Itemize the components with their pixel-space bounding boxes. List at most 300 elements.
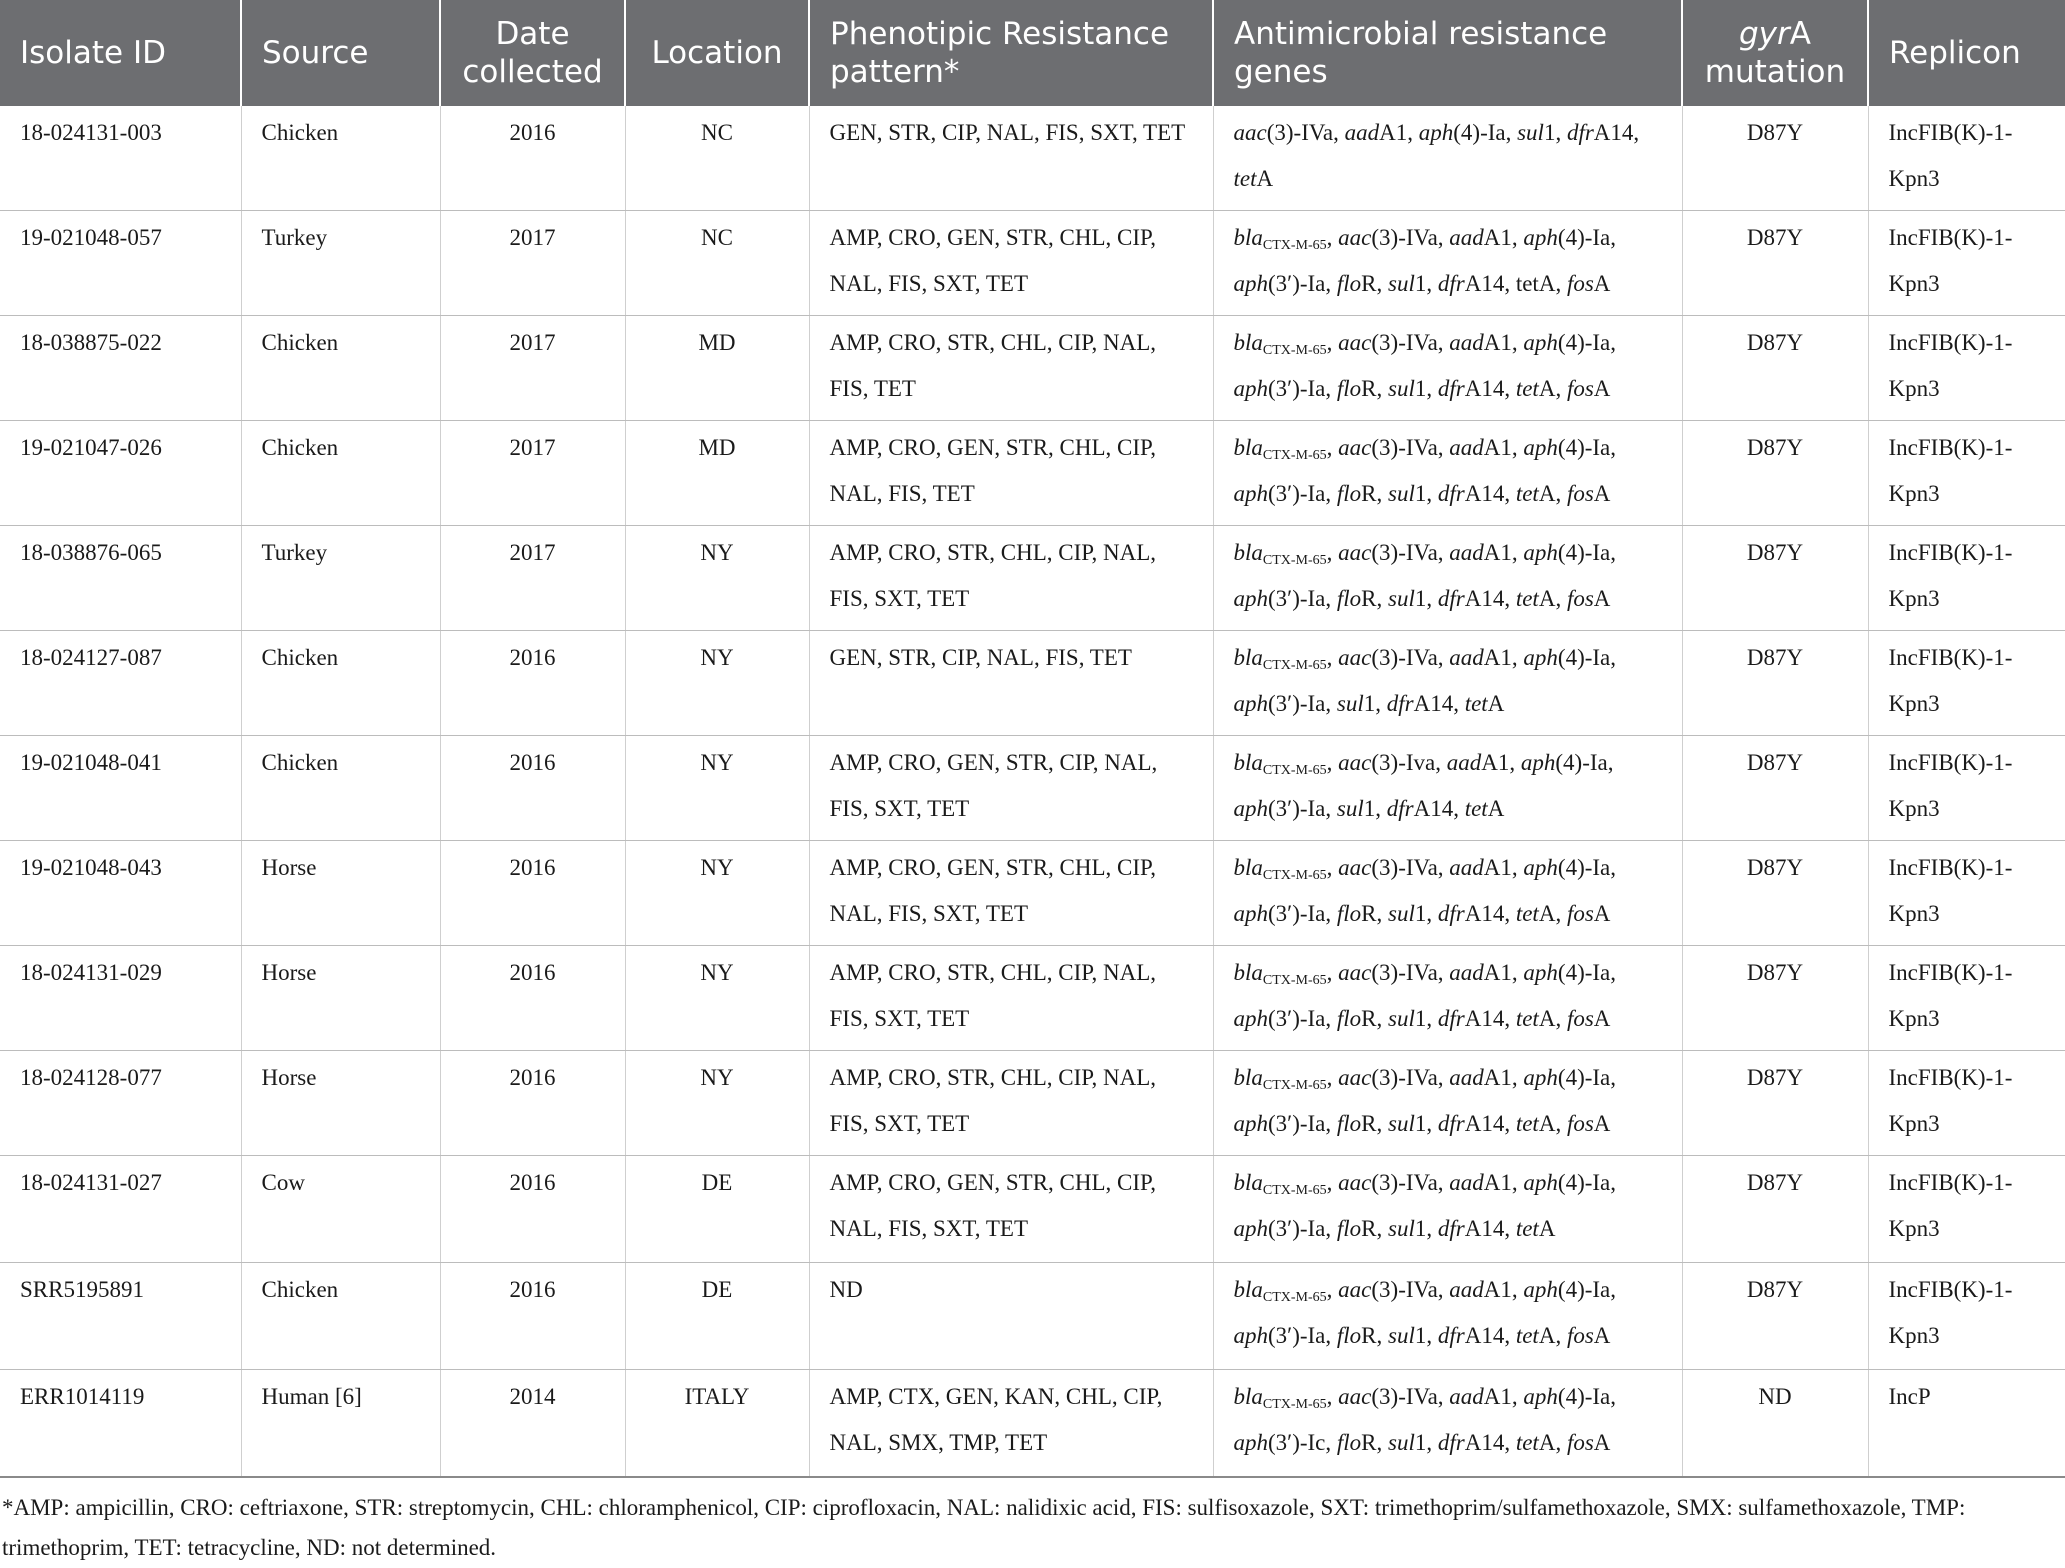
gene-bla-prefix: bla [1233, 1065, 1263, 1090]
cell-location: NY [625, 946, 809, 1051]
gene-italic: fos [1566, 901, 1594, 926]
gene-entry [1523, 540, 1610, 565]
gene-entry [1337, 901, 1377, 926]
gene-italic: sul [1517, 120, 1544, 145]
gene-italic: aad [1449, 1065, 1484, 1090]
gene-entry [1438, 1216, 1504, 1241]
gene-entry [1438, 1006, 1504, 1031]
gene-entry [1523, 855, 1610, 880]
gene-entry [1388, 376, 1426, 401]
gene-italic: flo [1336, 271, 1362, 296]
gene-suffix: A [1487, 796, 1505, 821]
gene-suffix: (3′)-Ic [1268, 1430, 1326, 1455]
cell-gyra-mutation: D87Y [1682, 1156, 1868, 1263]
gene-suffix: A [1593, 1430, 1611, 1455]
gene-suffix: A1 [1483, 1065, 1512, 1090]
gene-suffix: 1 [1363, 796, 1376, 821]
gene-italic: aac [1338, 1170, 1372, 1195]
gene-suffix: (3′)-Ia [1268, 901, 1326, 926]
gene-suffix: 1 [1414, 1430, 1427, 1455]
gene-suffix: R [1361, 1111, 1377, 1136]
gene-suffix: (4)-Ia [1557, 1170, 1611, 1195]
gene-subscript: CTX-M-65 [1262, 1290, 1327, 1305]
table-row [0, 1156, 2065, 1263]
gene-suffix: R [1361, 1006, 1377, 1031]
gene-entry [1338, 1277, 1438, 1302]
gene-bla-prefix: bla [1233, 540, 1263, 565]
gene-entry [1234, 166, 1274, 191]
gene-suffix: (4)-Ia [1453, 120, 1506, 145]
cell-phenotypic-pattern: GEN, STR, CIP, NAL, FIS, SXT, TET [809, 106, 1213, 211]
gene-subscript: CTX-M-65 [1262, 973, 1327, 988]
gene-entry [1523, 330, 1610, 355]
gene-italic: aad [1449, 435, 1484, 460]
gene-suffix: (3′)-Ia [1268, 1216, 1326, 1241]
cell-replicon: IncFIB(K)-1-Kpn3 [1868, 106, 2065, 211]
gene-suffix: 1 [1414, 586, 1427, 611]
gene-suffix: 1 [1414, 1111, 1427, 1136]
gene-suffix: A [1538, 376, 1556, 401]
gene-entry [1338, 1065, 1438, 1090]
gene-suffix: A [1487, 691, 1505, 716]
gene-italic: sul [1388, 1430, 1415, 1455]
gene-italic: aac [1338, 1277, 1372, 1302]
gene-suffix: R [1361, 586, 1377, 611]
gene-entry [1234, 1111, 1326, 1136]
gene-italic: sul [1388, 481, 1415, 506]
gene-suffix: 1 [1414, 376, 1427, 401]
gene-suffix: A14 [1413, 691, 1454, 716]
gene-entry [1337, 796, 1375, 821]
gene-suffix: A1 [1483, 225, 1512, 250]
cell-replicon: IncFIB(K)-1-Kpn3 [1868, 736, 2065, 841]
gene-entry [1337, 271, 1377, 296]
gene-italic: aph [1233, 1216, 1268, 1241]
gene-italic: sul [1388, 1006, 1415, 1031]
gene-entry [1438, 1430, 1504, 1455]
gene-suffix: A14 [1413, 796, 1454, 821]
table-row [0, 946, 2065, 1051]
gene-italic: aph [1523, 960, 1558, 985]
cell-source: Turkey [241, 211, 440, 316]
gene-entry [1449, 330, 1512, 355]
gene-italic: sul [1388, 271, 1415, 296]
gene-suffix: (4)-Ia [1557, 435, 1611, 460]
cell-source: Horse [241, 946, 440, 1051]
gene-entry [1516, 1111, 1556, 1136]
cell-amr-genes: bla$_{CTX-M-65}$, aac(3)-Iva, aadA1, aph(4)-Ia, aph(3′)-Ia, sul1, dfrA14, tetA [1213, 736, 1682, 841]
gene-italic: flo [1336, 1111, 1362, 1136]
gene-italic: dfr [1437, 271, 1465, 296]
cell-phenotypic-pattern: GEN, STR, CIP, NAL, FIS, TET [809, 631, 1213, 736]
gene-entry [1567, 1006, 1610, 1031]
gene-entry [1516, 1216, 1556, 1241]
gene-entry [1517, 120, 1555, 145]
gene-suffix: 1 [1414, 1216, 1427, 1241]
cell-replicon: IncFIB(K)-1-Kpn3 [1868, 316, 2065, 421]
gene-suffix: A [1593, 901, 1611, 926]
gene-bla-prefix: bla [1233, 960, 1263, 985]
cell-isolate-id: 18-024131-027 [0, 1156, 241, 1263]
gene-entry [1516, 1430, 1556, 1455]
cell-location: NY [625, 736, 809, 841]
cell-date-collected: 2016 [440, 1263, 625, 1370]
gene-entry [1449, 645, 1512, 670]
cell-location: NC [625, 211, 809, 316]
gene-suffix: (3)-IVa [1371, 435, 1438, 460]
gene-entry [1388, 1111, 1426, 1136]
cell-phenotypic-pattern: AMP, CRO, GEN, STR, CHL, CIP, NAL, FIS, SXT, TET [809, 841, 1213, 946]
gene-suffix: 1 [1543, 120, 1556, 145]
gene-italic: aph [1233, 1323, 1268, 1348]
cell-gyra-mutation: D87Y [1682, 1263, 1868, 1370]
gene-italic: aad [1449, 1384, 1484, 1409]
gene-italic: dfr [1437, 1430, 1465, 1455]
gene-suffix: (3)-IVa [1371, 540, 1438, 565]
gene-suffix: (3)-IVa [1371, 1065, 1438, 1090]
gene-italic: flo [1336, 1430, 1362, 1455]
gene-suffix: (3)-IVa [1266, 120, 1334, 145]
cell-isolate-id: 18-024131-029 [0, 946, 241, 1051]
cell-amr-genes: bla$_{CTX-M-65}$, aac(3)-IVa, aadA1, aph(4)-Ia, aph(3′)-Ia, floR, sul1, dfrA14, tetA, fosA [1213, 211, 1682, 316]
gene-italic: flo [1336, 481, 1362, 506]
gene-entry [1388, 901, 1426, 926]
gene-italic: aac [1338, 1384, 1372, 1409]
gene-suffix: (3)-IVa [1371, 1277, 1438, 1302]
table-footnote: *AMP: ampicillin, CRO: ceftriaxone, STR: streptomycin, CHL: chloramphenicol, CIP: ciprofloxacin, NAL: nalidixic acid, FIS: sulfisoxazole, SXT: trimethoprim/sulfamethoxazole, SMX: sulfamethoxazole, TMP: trimethoprim, TET: tetracycline, ND: not determined. [2, 1494, 1966, 1560]
gene-italic: dfr [1437, 481, 1465, 506]
gene-suffix: (3′)-Ia [1268, 1006, 1326, 1031]
gene-entry [1338, 750, 1435, 775]
gene-entry [1388, 586, 1426, 611]
cell-date-collected: 2014 [440, 1370, 625, 1477]
gene-bla-prefix: bla [1233, 1170, 1263, 1195]
gene-italic: tet [1233, 166, 1257, 191]
gene-suffix: A1 [1483, 645, 1512, 670]
cell-location: MD [625, 421, 809, 526]
gene-entry [1438, 1111, 1504, 1136]
gene-suffix: A14 [1464, 586, 1505, 611]
cell-source: Chicken [241, 631, 440, 736]
gene-bla-prefix: bla [1233, 1277, 1263, 1302]
table-row [0, 1370, 2065, 1477]
gene-italic: dfr [1437, 1323, 1465, 1348]
header-phenotypic-pattern: Phenotipic Resistance pattern* [809, 0, 1213, 106]
gene-italic: sul [1388, 901, 1415, 926]
cell-replicon: IncFIB(K)-1-Kpn3 [1868, 946, 2065, 1051]
gene-suffix: A [1593, 1111, 1611, 1136]
gene-entry [1449, 1065, 1512, 1090]
cell-isolate-id: 19-021048-057 [0, 211, 241, 316]
gene-italic: dfr [1566, 120, 1594, 145]
gene-suffix: 1 [1414, 901, 1427, 926]
cell-phenotypic-pattern: ND [809, 1263, 1213, 1370]
cell-phenotypic-pattern: AMP, CRO, STR, CHL, CIP, NAL, FIS, TET [809, 316, 1213, 421]
gene-italic: aph [1233, 271, 1268, 296]
gene-suffix: A1 [1481, 750, 1510, 775]
gene-entry [1234, 796, 1326, 821]
gene-entry [1523, 645, 1610, 670]
gene-italic: fos [1566, 1006, 1594, 1031]
gene-entry [1523, 1065, 1610, 1090]
gene-italic: aad [1449, 645, 1484, 670]
gene-suffix: A [1538, 481, 1556, 506]
table-row [0, 421, 2065, 526]
cell-phenotypic-pattern: AMP, CRO, GEN, STR, CHL, CIP, NAL, FIS, SXT, TET [809, 1156, 1213, 1263]
table-row [0, 106, 2065, 211]
header-gyra-italic: gyr [1739, 16, 1790, 52]
gene-italic: dfr [1437, 1006, 1465, 1031]
cell-amr-genes: bla$_{CTX-M-65}$, aac(3)-IVa, aadA1, aph(4)-Ia, aph(3′)-Ia, sul1, dfrA14, tetA [1213, 631, 1682, 736]
gene-subscript: CTX-M-65 [1262, 658, 1327, 673]
gene-entry [1233, 1277, 1327, 1305]
gene-entry [1523, 225, 1610, 250]
gene-suffix: 1 [1363, 691, 1376, 716]
gene-entry [1449, 225, 1512, 250]
gene-entry [1388, 271, 1426, 296]
gene-italic: aph [1523, 225, 1558, 250]
gene-entry [1449, 855, 1512, 880]
gene-entry [1523, 960, 1610, 985]
gene-entry [1449, 1277, 1512, 1302]
gene-italic: tet [1515, 1430, 1539, 1455]
cell-gyra-mutation: D87Y [1682, 316, 1868, 421]
gene-italic: aac [1338, 645, 1372, 670]
gene-suffix: R [1361, 901, 1377, 926]
gene-suffix: A [1538, 586, 1556, 611]
gene-suffix: A [1593, 376, 1611, 401]
gene-suffix: A [1538, 1111, 1556, 1136]
gene-subscript: CTX-M-65 [1262, 1078, 1327, 1093]
gene-entry [1233, 1170, 1327, 1198]
cell-amr-genes: aac(3)-IVa, aadA1, aph(4)-Ia, sul1, dfrA14, tetA [1213, 106, 1682, 211]
gene-italic: aad [1449, 1170, 1484, 1195]
gene-suffix: (4)-Ia [1557, 855, 1611, 880]
gene-subscript: CTX-M-65 [1262, 763, 1327, 778]
gene-italic: aac [1338, 750, 1372, 775]
gene-entry [1337, 1430, 1377, 1455]
cell-phenotypic-pattern: AMP, CRO, GEN, STR, CHL, CIP, NAL, FIS, TET [809, 421, 1213, 526]
gene-italic: sul [1336, 691, 1364, 716]
gene-entry [1233, 750, 1327, 778]
gene-suffix: A [1538, 901, 1556, 926]
gene-suffix: A [1593, 586, 1611, 611]
gene-italic: aph [1523, 540, 1558, 565]
gene-entry [1338, 540, 1438, 565]
gene-entry [1567, 376, 1610, 401]
gene-italic: sul [1336, 796, 1364, 821]
gene-suffix: (4)-Ia [1557, 330, 1611, 355]
gene-italic: aph [1233, 481, 1268, 506]
gene-entry [1516, 481, 1556, 506]
gene-entry [1337, 586, 1377, 611]
cell-location: DE [625, 1156, 809, 1263]
gene-entry [1338, 645, 1438, 670]
gene-entry [1438, 901, 1504, 926]
cell-date-collected: 2017 [440, 211, 625, 316]
gene-italic: aac [1338, 225, 1372, 250]
gene-italic: aph [1233, 901, 1268, 926]
gene-suffix: (4)-Ia [1557, 1065, 1611, 1090]
gene-suffix: (3)-IVa [1371, 1170, 1438, 1195]
gene-italic: aph [1233, 691, 1268, 716]
gene-entry [1234, 1006, 1326, 1031]
gene-subscript: CTX-M-65 [1262, 1397, 1327, 1412]
gene-italic: sul [1388, 586, 1415, 611]
gene-italic: aad [1449, 225, 1484, 250]
cell-phenotypic-pattern: AMP, CRO, STR, CHL, CIP, NAL, FIS, SXT, TET [809, 526, 1213, 631]
gene-italic: aph [1233, 1006, 1268, 1031]
cell-amr-genes: bla$_{CTX-M-65}$, aac(3)-IVa, aadA1, aph(4)-Ia, aph(3′)-Ia, floR, sul1, dfrA14, tetA, fosA [1213, 526, 1682, 631]
gene-italic: flo [1336, 586, 1362, 611]
cell-amr-genes: bla$_{CTX-M-65}$, aac(3)-IVa, aadA1, aph(4)-Ia, aph(3′)-Ia, floR, sul1, dfrA14, tetA, fosA [1213, 946, 1682, 1051]
gene-italic: flo [1336, 1006, 1362, 1031]
cell-phenotypic-pattern: AMP, CRO, GEN, STR, CIP, NAL, FIS, SXT, TET [809, 736, 1213, 841]
gene-italic: fos [1566, 271, 1594, 296]
gene-entry [1523, 1170, 1610, 1195]
table-row [0, 631, 2065, 736]
gene-entry [1233, 960, 1327, 988]
gene-italic: aph [1233, 586, 1268, 611]
gene-italic: tet [1515, 481, 1539, 506]
cell-gyra-mutation: D87Y [1682, 526, 1868, 631]
cell-source: Chicken [241, 1263, 440, 1370]
gene-suffix: (4)-Ia [1557, 645, 1611, 670]
cell-location: MD [625, 316, 809, 421]
cell-location: DE [625, 1263, 809, 1370]
cell-isolate-id: 18-024128-077 [0, 1051, 241, 1156]
gene-italic: dfr [1437, 376, 1465, 401]
gene-entry [1234, 1216, 1326, 1241]
cell-source: Horse [241, 841, 440, 946]
gene-italic: dfr [1386, 796, 1414, 821]
gene-entry [1234, 271, 1326, 296]
gene-entry [1233, 1065, 1327, 1093]
gene-entry [1233, 330, 1327, 358]
gene-italic: aad [1344, 120, 1380, 145]
gene-suffix: (3′)-Ia [1268, 1111, 1326, 1136]
gene-subscript: CTX-M-65 [1262, 448, 1327, 463]
cell-isolate-id: 18-024131-003 [0, 106, 241, 211]
gene-suffix: (3)-IVa [1371, 855, 1438, 880]
gene-italic: aac [1338, 540, 1372, 565]
header-replicon: Replicon [1868, 0, 2065, 106]
gene-italic: fos [1566, 1111, 1594, 1136]
cell-replicon: IncFIB(K)-1-Kpn3 [1868, 841, 2065, 946]
cell-amr-genes: bla$_{CTX-M-65}$, aac(3)-IVa, aadA1, aph(4)-Ia, aph(3′)-Ia, floR, sul1, dfrA14, tetA, fosA [1213, 1051, 1682, 1156]
gene-suffix: (4)-Ia [1555, 750, 1608, 775]
gene-entry [1523, 435, 1610, 460]
cell-amr-genes: bla$_{CTX-M-65}$, aac(3)-IVa, aadA1, aph(4)-Ia, aph(3′)-Ia, floR, sul1, dfrA14, tetA, fosA [1213, 421, 1682, 526]
gene-suffix: A [1256, 166, 1274, 191]
gene-italic: dfr [1437, 901, 1465, 926]
gene-entry [1438, 1323, 1504, 1348]
gene-entry [1337, 1006, 1377, 1031]
gene-italic: aad [1449, 330, 1484, 355]
header-gyra-mutation [1682, 0, 1868, 106]
cell-phenotypic-pattern: AMP, CRO, STR, CHL, CIP, NAL, FIS, SXT, TET [809, 946, 1213, 1051]
gene-suffix: (3′)-Ia [1268, 271, 1326, 296]
gene-suffix: A [1538, 1430, 1556, 1455]
gene-suffix: (3)-IVa [1371, 330, 1438, 355]
gene-suffix: A14 [1464, 1111, 1505, 1136]
gene-italic: tet [1515, 901, 1539, 926]
cell-date-collected: 2016 [440, 1051, 625, 1156]
gene-entry [1338, 225, 1438, 250]
cell-location: ITALY [625, 1370, 809, 1477]
gene-suffix: A [1538, 1323, 1556, 1348]
cell-gyra-mutation: D87Y [1682, 106, 1868, 211]
cell-isolate-id: 18-038876-065 [0, 526, 241, 631]
cell-amr-genes: bla$_{CTX-M-65}$, aac(3)-IVa, aadA1, aph(4)-Ia, aph(3′)-Ic, floR, sul1, dfrA14, tetA, fosA [1213, 1370, 1682, 1477]
gene-suffix: A14 [1464, 901, 1505, 926]
gene-suffix: A1 [1483, 1277, 1512, 1302]
gene-entry [1516, 1323, 1556, 1348]
cell-isolate-id: 19-021048-043 [0, 841, 241, 946]
header-isolate-id: Isolate ID [0, 0, 241, 106]
header-row [0, 0, 2065, 106]
gene-entry [1337, 691, 1375, 716]
gene-entry [1567, 271, 1610, 296]
gene-entry [1337, 1111, 1377, 1136]
gene-suffix: A14 [1464, 376, 1505, 401]
gene-suffix: 1 [1414, 1006, 1427, 1031]
gene-entry [1388, 1430, 1426, 1455]
gene-entry [1516, 376, 1556, 401]
gene-subscript: CTX-M-65 [1262, 343, 1327, 358]
gene-entry [1567, 901, 1610, 926]
gene-italic: fos [1566, 1323, 1594, 1348]
gene-entry [1449, 540, 1512, 565]
cell-gyra-mutation: D87Y [1682, 1051, 1868, 1156]
cell-replicon: IncFIB(K)-1-Kpn3 [1868, 526, 2065, 631]
gene-entry [1337, 1216, 1377, 1241]
header-amr-genes: Antimicrobial resistance genes [1213, 0, 1682, 106]
gene-suffix: (3′)-Ia [1268, 376, 1326, 401]
gene-entry [1567, 1323, 1610, 1348]
gene-entry [1337, 376, 1377, 401]
gene-suffix: A1 [1483, 1384, 1512, 1409]
gene-entry [1338, 1170, 1438, 1195]
gene-italic: aph [1523, 645, 1558, 670]
cell-amr-genes: bla$_{CTX-M-65}$, aac(3)-IVa, aadA1, aph(4)-Ia, aph(3′)-Ia, floR, sul1, dfrA14, tetA, fosA [1213, 841, 1682, 946]
table-row [0, 316, 2065, 421]
gene-italic: tet [1464, 796, 1488, 821]
gene-entry [1338, 1384, 1438, 1409]
gene-suffix: (3′)-Ia [1268, 1323, 1326, 1348]
gene-entry [1338, 960, 1438, 985]
cell-replicon: IncFIB(K)-1-Kpn3 [1868, 211, 2065, 316]
gene-italic: flo [1336, 376, 1362, 401]
gene-suffix: A1 [1483, 435, 1512, 460]
gene-entry [1438, 271, 1504, 296]
gene-entry [1567, 120, 1633, 145]
gene-italic: aph [1418, 120, 1454, 145]
gene-italic: aad [1449, 540, 1484, 565]
gene-italic: aph [1520, 750, 1556, 775]
gene-bla-prefix: bla [1233, 330, 1263, 355]
cell-date-collected: 2017 [440, 316, 625, 421]
cell-gyra-mutation: ND [1682, 1370, 1868, 1477]
gene-entry [1567, 586, 1610, 611]
gene-italic: fos [1566, 481, 1594, 506]
gene-italic: aad [1449, 1277, 1484, 1302]
cell-date-collected: 2016 [440, 736, 625, 841]
gene-suffix: A [1593, 271, 1611, 296]
gene-subscript: CTX-M-65 [1262, 238, 1327, 253]
gene-italic: aac [1338, 855, 1372, 880]
gene-italic: aph [1233, 796, 1268, 821]
